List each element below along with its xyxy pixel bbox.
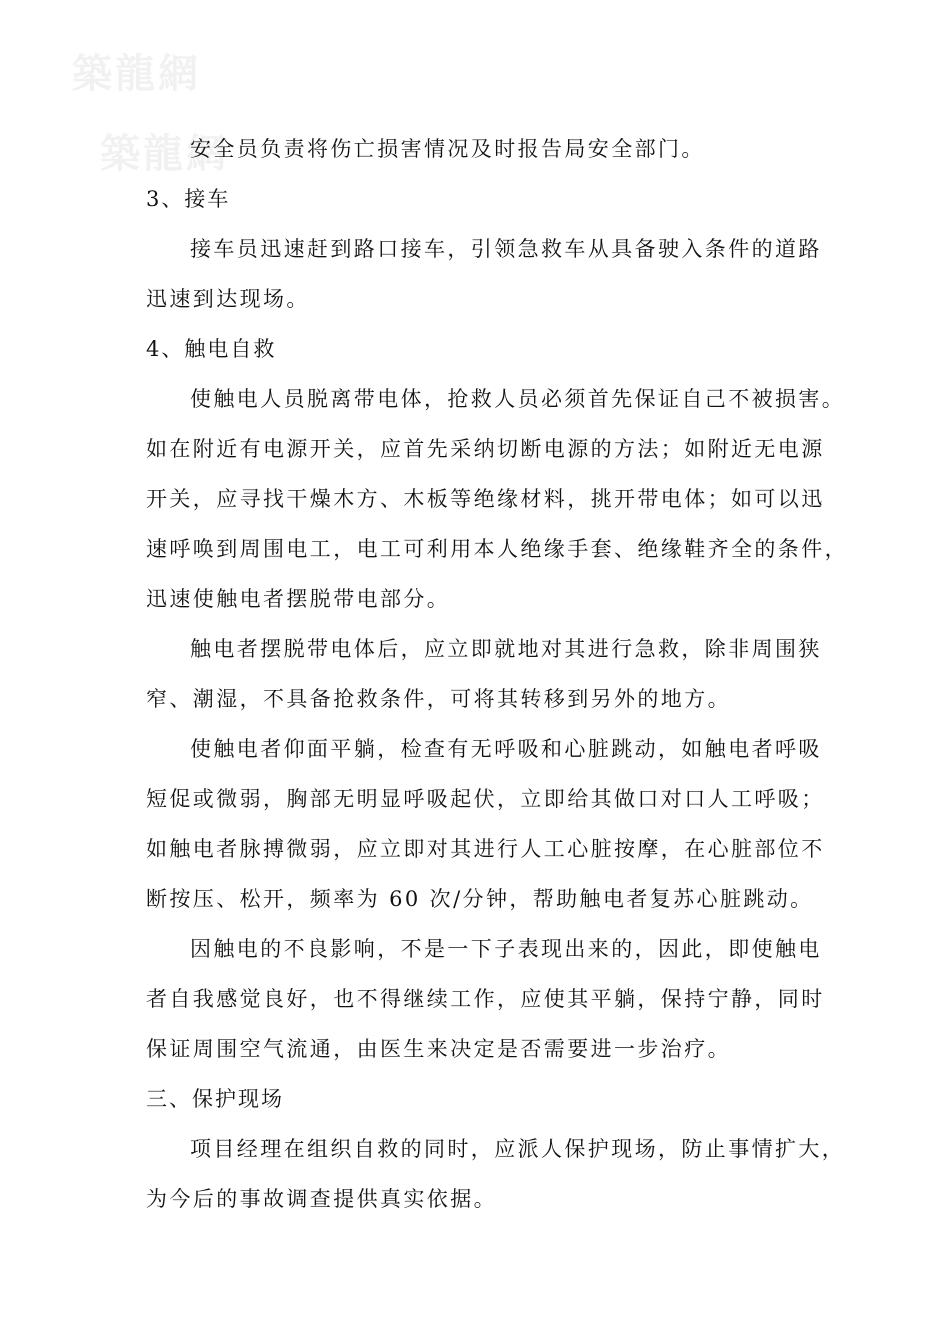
paragraph-line: 为今后的事故调查提供真实依据。: [146, 1187, 497, 1211]
paragraph-line: 因触电的不良影响，不是一下子表现出来的，因此，即使触电: [190, 937, 822, 961]
section-heading-4: 4、触电自救: [146, 337, 277, 361]
paragraph-line: 迅速到达现场。: [146, 287, 310, 311]
watermark-logo: 築龍網: [72, 50, 201, 97]
document-body: [146, 124, 848, 1224]
watermark-logo: 築龍網: [100, 130, 229, 177]
paragraph-line: 速呼唤到周围电工，电工可利用本人绝缘手套、绝缘鞋齐全的条件，: [146, 537, 848, 561]
paragraph-line: 保证周围空气流通，由医生来决定是否需要进一步治疗。: [146, 1037, 731, 1061]
paragraph-line: 如在附近有电源开关，应首先采纳切断电源的方法；如附近无电源: [146, 437, 825, 461]
paragraph-line: 触电者摆脱带电体后，应立即就地对其进行急救，除非周围狭: [190, 637, 822, 661]
paragraph-line: 者自我感觉良好，也不得继续工作，应使其平躺，保持宁静，同时: [146, 987, 825, 1011]
paragraph-line: 短促或微弱，胸部无明显呼吸起伏，立即给其做口对口人工呼吸；: [146, 787, 825, 811]
paragraph-line: 项目经理在组织自救的同时，应派人保护现场，防止事情扩大，: [190, 1137, 846, 1161]
paragraph-line: 迅速使触电者摆脱带电部分。: [146, 587, 451, 611]
paragraph-line: 窄、潮湿，不具备抢救条件，可将其转移到另外的地方。: [146, 687, 731, 711]
paragraph-line: 使触电人员脱离带电体，抢救人员必须首先保证自己不被损害。: [190, 387, 846, 411]
paragraph-line: 安全员负责将伤亡损害情况及时报告局安全部门。: [190, 137, 705, 161]
section-heading-protect-site: 三、保护现场: [146, 1087, 284, 1111]
paragraph-line: 断按压、松开，频率为 60 次/分钟，帮助触电者复苏心脏跳动。: [146, 887, 814, 911]
paragraph-line: 开关，应寻找干燥木方、木板等绝缘材料，挑开带电体；如可以迅: [146, 487, 825, 511]
paragraph-line: 使触电者仰面平躺，检查有无呼吸和心脏跳动，如触电者呼吸: [190, 737, 822, 761]
paragraph-line: 接车员迅速赶到路口接车，引领急救车从具备驶入条件的道路: [190, 237, 822, 261]
paragraph-line: 如触电者脉搏微弱，应立即对其进行人工心脏按摩，在心脏部位不: [146, 837, 825, 861]
section-heading-3: 3、接车: [146, 187, 231, 211]
